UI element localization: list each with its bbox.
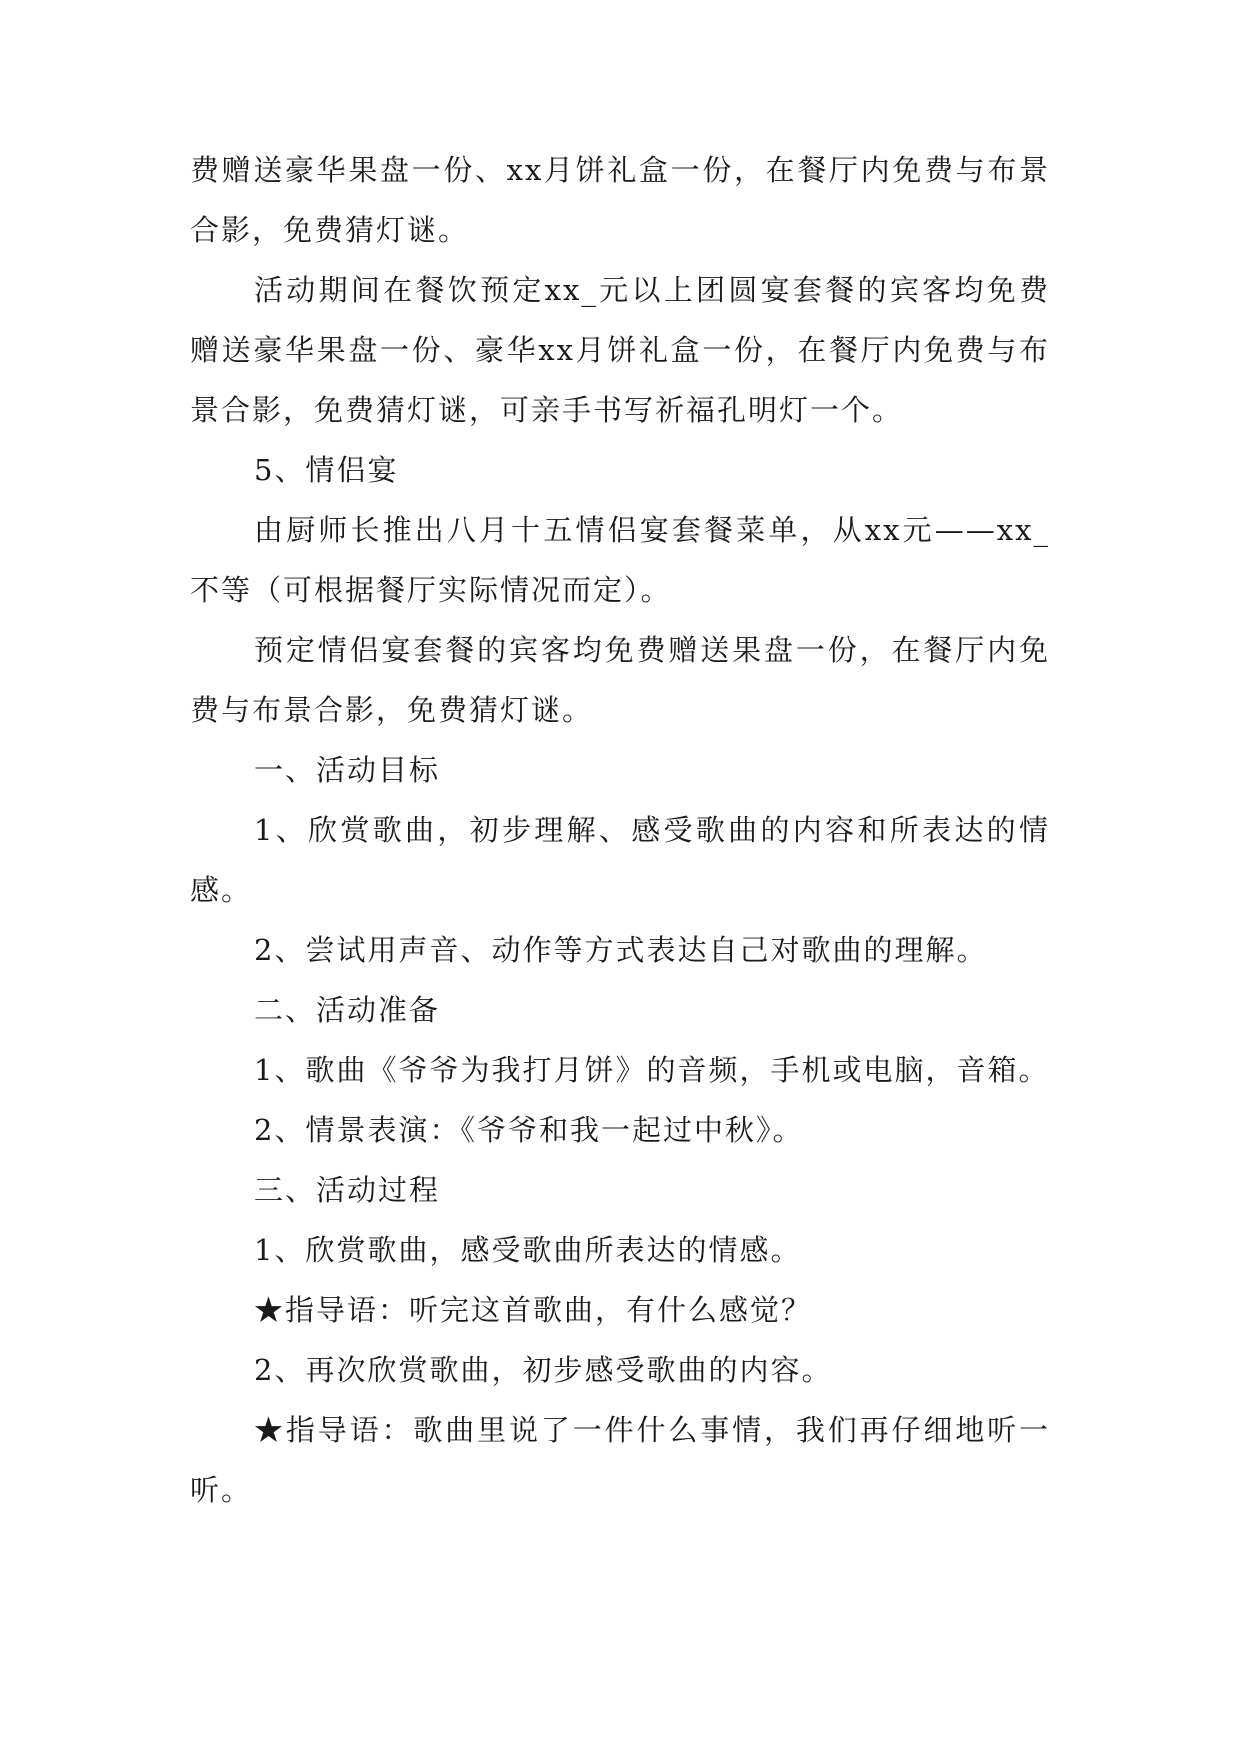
- guidance-note-1: ★指导语：听完这首歌曲，有什么感觉？: [254, 1293, 813, 1327]
- heading-couples-banquet: 5、情侣宴: [254, 453, 399, 487]
- paragraph-couples-offer: 预定情侣宴套餐的宾客均免费赠送果盘一份，在餐厅内免费与布景合影，免费猜灯谜。: [190, 633, 1050, 727]
- paragraph-continuation: 费赠送豪华果盘一份、xx月饼礼盒一份，在餐厅内免费与布景合影，免费猜灯谜。: [190, 153, 1050, 247]
- document-page: [190, 140, 1050, 1520]
- list-item-goal-1: 1、欣赏歌曲，初步理解、感受歌曲的内容和所表达的情感。: [190, 813, 1050, 907]
- guidance-note-2: ★指导语：歌曲里说了一件什么事情，我们再仔细地听一听。: [190, 1413, 1050, 1507]
- list-item-prep-1: 1、歌曲《爷爷为我打月饼》的音频，手机或电脑，音箱。: [254, 1053, 1050, 1087]
- paragraph-banquet-offer: 活动期间在餐饮预定xx_元以上团圆宴套餐的宾客均免费赠送豪华果盘一份、豪华xx月饼礼盒一份，在餐厅内免费与布景合影，免费猜灯谜，可亲手书写祈福孔明灯一个。: [190, 273, 1050, 427]
- heading-activity-goals: 一、活动目标: [254, 753, 441, 787]
- list-item-prep-2: 2、情景表演：《爷爷和我一起过中秋》。: [254, 1113, 804, 1147]
- list-item-process-2: 2、再次欣赏歌曲，初步感受歌曲的内容。: [254, 1353, 833, 1387]
- heading-activity-process: 三、活动过程: [254, 1173, 441, 1207]
- heading-activity-preparation: 二、活动准备: [254, 993, 441, 1027]
- list-item-process-1: 1、欣赏歌曲，感受歌曲所表达的情感。: [254, 1233, 802, 1267]
- list-item-goal-2: 2、尝试用声音、动作等方式表达自己对歌曲的理解。: [254, 933, 988, 967]
- paragraph-couples-menu: 由厨师长推出八月十五情侣宴套餐菜单，从xx元——xx_不等（可根据餐厅实际情况而定）。: [190, 513, 1050, 607]
